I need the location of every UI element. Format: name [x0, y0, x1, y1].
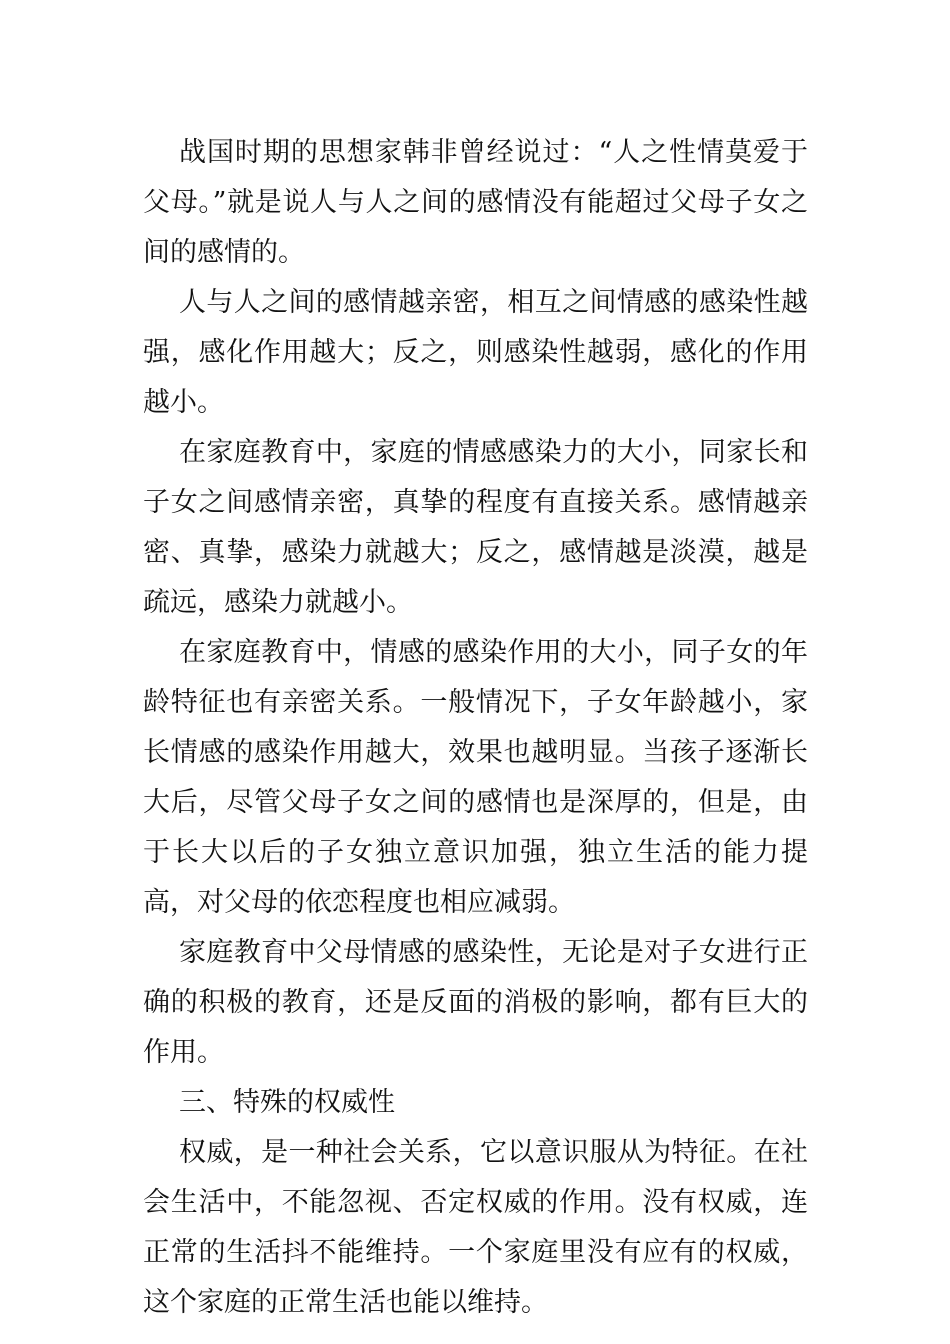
paragraph-1: 战国时期的思想家韩非曾经说过：“人之性情莫爱于父母。”就是说人与人之间的感情没有能超过父母子女之间的感情的。: [143, 137, 808, 268]
paragraph-2: 人与人之间的感情越亲密，相互之间情感的感染性越强，感化作用越大；反之，则感染性越弱，感化的作用越小。: [143, 287, 808, 418]
section-heading: 三、特殊的权威性: [179, 1087, 395, 1118]
document-body: [143, 128, 808, 1328]
paragraph-3: 在家庭教育中，家庭的情感感染力的大小，同家长和子女之间感情亲密，真挚的程度有直接关系。感情越亲密、真挚，感染力就越大；反之，感情越是淡漠，越是疏远，感染力就越小。: [143, 437, 808, 618]
paragraph-4: 在家庭教育中，情感的感染作用的大小，同子女的年龄特征也有亲密关系。一般情况下，子女年龄越小，家长情感的感染作用越大，效果也越明显。当孩子逐渐长大后，尽管父母子女之间的感情也是深厚的，但是，由于长大以后的子女独立意识加强，独立生活的能力提高，对父母的依恋程度也相应减弱。: [143, 637, 808, 918]
paragraph-5: 家庭教育中父母情感的感染性，无论是对子女进行正确的积极的教育，还是反面的消极的影响，都有巨大的作用。: [143, 937, 808, 1068]
paragraph-6: 权威，是一种社会关系，它以意识服从为特征。在社会生活中，不能忽视、否定权威的作用。没有权威，连正常的生活抖不能维持。一个家庭里没有应有的权威，这个家庭的正常生活也能以维持。: [143, 1137, 808, 1318]
